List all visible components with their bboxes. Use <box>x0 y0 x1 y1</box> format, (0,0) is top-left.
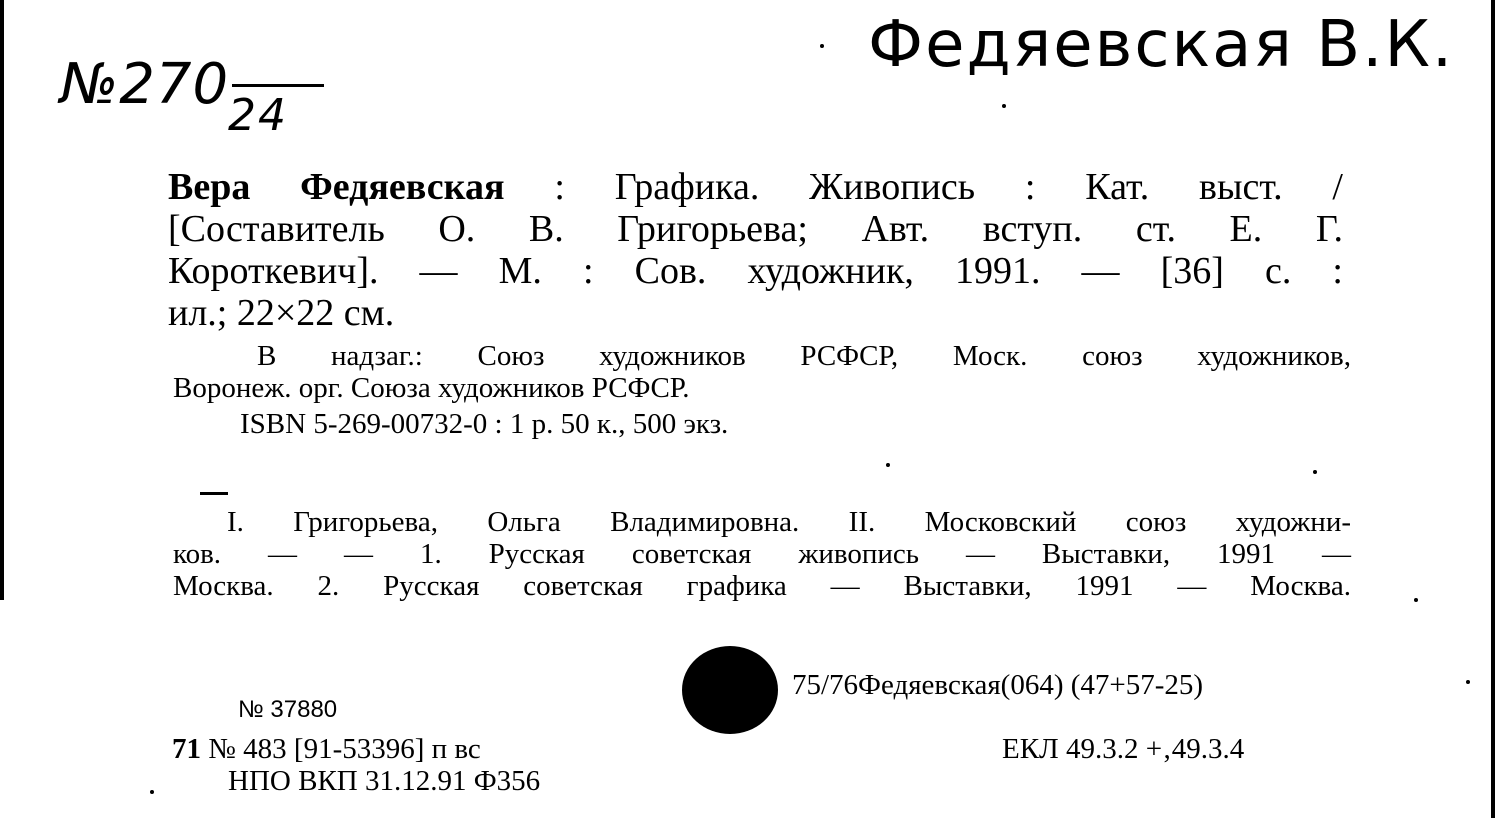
classification-index: 75/76Федяевская(064) (47+57-25) <box>792 669 1204 701</box>
handwritten-subnumber: 24 <box>228 90 288 141</box>
order-text: № 483 [91-53396] п вс <box>201 733 481 765</box>
record-line-3: Короткевич]. — М. : Сов. художник, 1991. — [36] с. : <box>168 250 1343 292</box>
dash-mark <box>200 492 228 495</box>
speck <box>1313 470 1317 474</box>
handwritten-number: №270 <box>60 52 230 117</box>
tracings-line-1: I. Григорьева, Ольга Владимировна. II. Московский союз художни- <box>227 506 1351 538</box>
tracings-line-2: ков. — — 1. Русская советская живопись — Выставки, 1991 — <box>173 538 1351 570</box>
speck <box>1466 680 1470 684</box>
npo-line: НПО ВКП 31.12.91 Ф356 <box>228 765 541 797</box>
handwritten-author: Федяевская В.К. <box>868 8 1455 82</box>
speck <box>886 463 890 467</box>
order-line <box>172 732 481 766</box>
speck <box>1002 104 1006 108</box>
record-author: Вера Федяевская <box>168 166 505 208</box>
speck <box>1414 598 1418 602</box>
record-line-4: ил.; 22×22 см. <box>168 292 395 334</box>
speck <box>820 44 824 48</box>
isbn-line: ISBN 5-269-00732-0 : 1 р. 50 к., 500 экз. <box>240 408 729 440</box>
ekl-index: ЕКЛ 49.3.2 +‚49.3.4 <box>1002 733 1245 765</box>
order-prefix: 71 <box>172 733 201 765</box>
notes-line-2: Воронеж. орг. Союза художников РСФСР. <box>173 372 690 404</box>
record-title: : Графика. Живопись : Кат. выст. / <box>504 166 1343 208</box>
card-left-edge <box>0 0 4 600</box>
notes-block <box>173 340 1351 404</box>
inventory-number: № 37880 <box>238 696 338 723</box>
notes-line-1: В надзаг.: Союз художников РСФСР, Моск. союз художников, <box>257 340 1351 372</box>
card-right-edge <box>1491 0 1495 818</box>
record-line-1 <box>168 166 1343 208</box>
record-line-2: [Составитель О. В. Григорьева; Авт. вступ. ст. Е. Г. <box>168 208 1343 250</box>
bibliographic-record <box>168 166 1343 334</box>
speck <box>150 790 154 794</box>
tracings-line-3: Москва. 2. Русская советская графика — Выставки, 1991 — Москва. <box>173 570 1351 602</box>
tracings-block <box>173 506 1351 602</box>
punch-hole <box>682 646 778 734</box>
